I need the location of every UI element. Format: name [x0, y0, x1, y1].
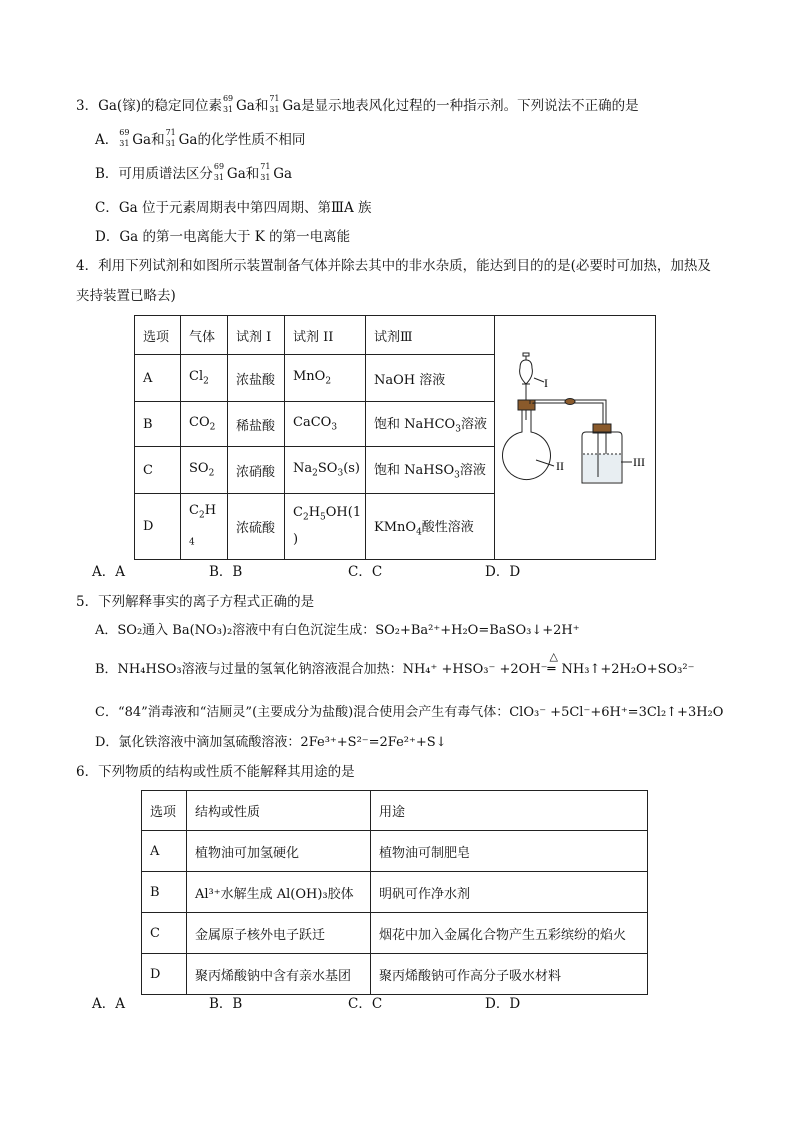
table-row: A $Cl_2$ 浓盐酸 MnO$_2$ NaOH 溶液 — [135, 355, 656, 402]
q3-option-c: C．Ga 位于元素周期表中第四周期、第ⅢA 族 — [95, 200, 372, 216]
table-row: B $CO_2$ 稀盐酸 CaCO$_3$ 饱和 NaHCO$_3$溶液 — [135, 402, 656, 447]
q4-stem-line2: 夹持装置已略去) — [76, 288, 176, 304]
q6-answer-b[interactable]: B．B — [209, 996, 243, 1012]
label-reagent-1: I — [544, 376, 548, 390]
q4-stem-line1: 4．利用下列试剂和如图所示装置制备气体并除去其中的非水杂质，能达到目的的是(必要时可加热，加热及 — [76, 258, 711, 274]
q3-stem: 3．Ga(镓)的稳定同位素 69 31 Ga和 71 31 Ga是显示地表风化过程的一种指示剂。下列说法不正确的是 — [76, 94, 639, 114]
q4-header-reagent3: 试剂Ⅲ — [366, 316, 495, 355]
q6-table: 选项 结构或性质 用途 A 植物油可加氢硬化 植物油可制肥皂 B Al³⁺水解生成 Al(OH)₃胶体 明矾可作净水剂 C 金属原子核外电子跃迁 烟花中加入金属化合物产生五彩缤纷的焰火 D 聚丙烯酸钠中含有亲水基团 聚丙烯酸钠可作高分子吸水材料 — [141, 790, 648, 995]
q4-answer-d[interactable]: D．D — [485, 564, 521, 580]
table-row: B Al³⁺水解生成 Al(OH)₃胶体 明矾可作净水剂 — [142, 872, 648, 913]
table-row: D 聚丙烯酸钠中含有亲水基团 聚丙烯酸钠可作高分子吸水材料 — [142, 954, 648, 995]
gas-apparatus-diagram — [492, 350, 656, 510]
isotope-ga71: 71 31 — [269, 94, 280, 114]
q5-option-c: C．“84”消毒液和“洁厕灵”(主要成分为盐酸)混合使用会产生有毒气体：ClO₃⁻ +5Cl⁻+6H⁺=3Cl₂↑+3H₂O — [95, 705, 724, 720]
q4-header-gas: 气体 — [181, 316, 228, 355]
q4-answer-b[interactable]: B．B — [209, 564, 243, 580]
label-reagent-3: III — [633, 455, 645, 469]
q3-option-b: B．可用质谱法区分 69 31 Ga和 71 31 Ga — [95, 162, 293, 182]
q6-stem: 6．下列物质的结构或性质不能解释其用途的是 — [76, 764, 355, 780]
q4-answer-a[interactable]: A．A — [92, 564, 125, 580]
q5-stem: 5．下列解释事实的离子方程式正确的是 — [76, 594, 315, 610]
q6-answer-d[interactable]: D．D — [485, 996, 521, 1012]
q5-option-a: A．SO₂通入 Ba(NO₃)₂溶液中有白色沉淀生成：SO₂+Ba²⁺+H₂O=BaSO₃↓+2H⁺ — [95, 623, 580, 638]
delta-sign: △ — [549, 650, 558, 663]
table-row: C 金属原子核外电子跃迁 烟花中加入金属化合物产生五彩缤纷的焰火 — [142, 913, 648, 954]
q6-answer-c[interactable]: C．C — [348, 996, 383, 1012]
separatory-funnel — [520, 360, 533, 384]
label-reagent-2: II — [556, 459, 564, 473]
q3-option-d: D．Ga 的第一电离能大于 K 的第一电离能 — [95, 229, 351, 245]
q4-header-reagent2: 试剂 II — [285, 316, 366, 355]
q4-answer-c[interactable]: C．C — [348, 564, 383, 580]
q5-option-b: B．NH₄HSO₃溶液与过量的氢氧化钠溶液混合加热：NH₄⁺ +HSO₃⁻ +2OH⁻ △ ═ NH₃↑+2H₂O+SO₃²⁻ — [95, 660, 694, 680]
q6-answer-a[interactable]: A．A — [92, 996, 125, 1012]
q4-header-option: 选项 — [135, 316, 181, 355]
table-row: D $C_2H$ $_4$ 浓硫酸 $C_2H_5OH(1$ ) KMnO$_4$酸性溶液 — [135, 494, 656, 560]
round-bottom-flask — [503, 410, 551, 480]
q3-option-a: A． 69 31 Ga和 71 31 Ga的化学性质不相同 — [95, 128, 306, 148]
table-row: C $SO_2$ 浓硝酸 $Na_2SO_3(s)$ 饱和 NaHSO$_3$溶液 — [135, 447, 656, 494]
isotope-ga69: 69 31 — [222, 94, 234, 114]
q5-option-d: D．氯化铁溶液中滴加氢硫酸溶液：2Fe³⁺+S²⁻=2Fe²⁺+S↓ — [95, 735, 447, 750]
table-row: A 植物油可加氢硬化 植物油可制肥皂 — [142, 831, 648, 872]
q4-header-reagent1: 试剂 I — [228, 316, 285, 355]
